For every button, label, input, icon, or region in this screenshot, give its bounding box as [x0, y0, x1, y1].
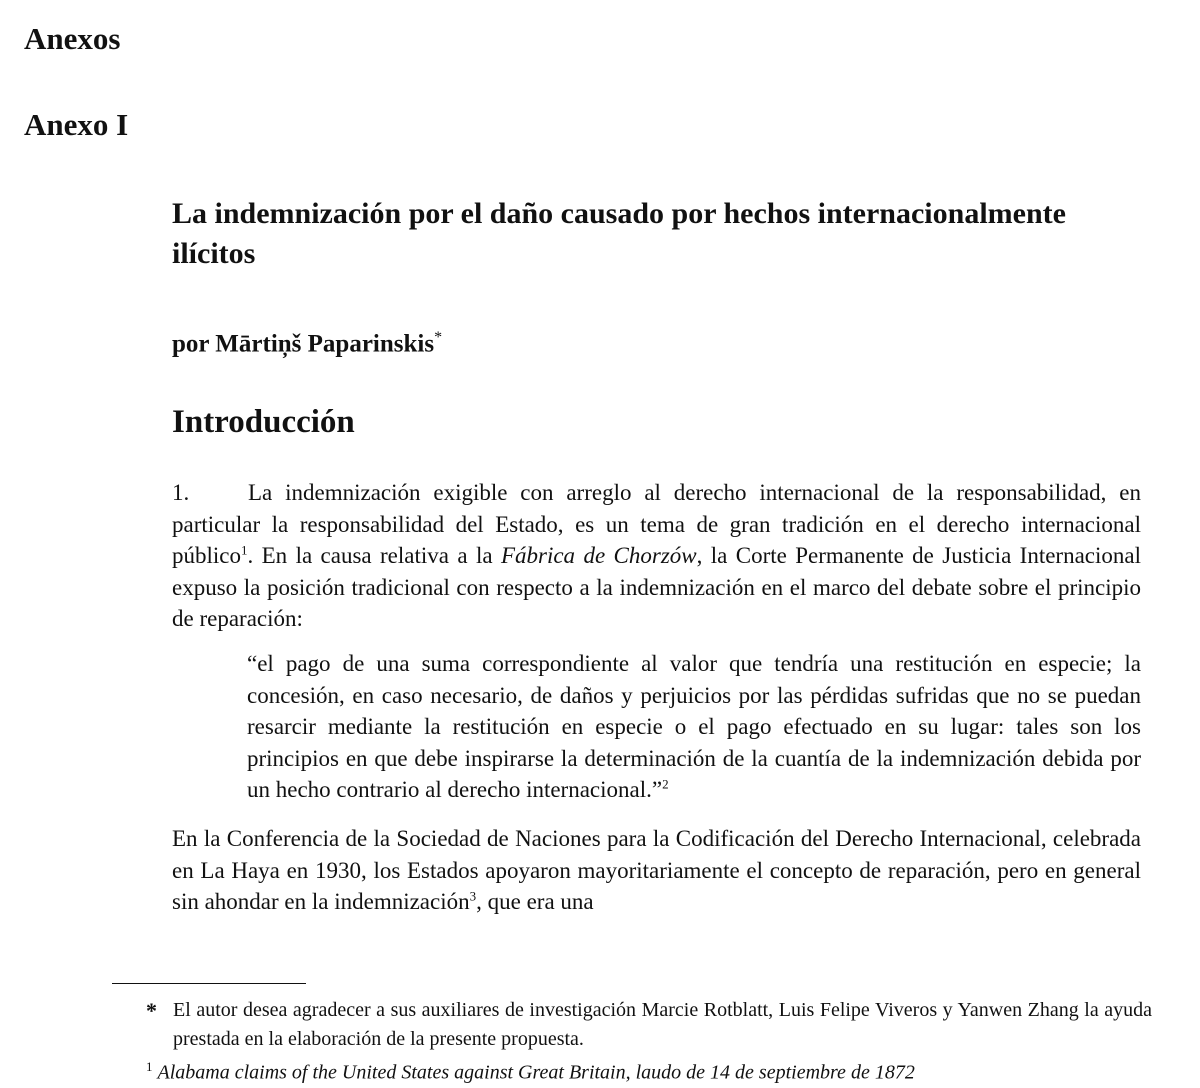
paragraph-1: [172, 477, 1141, 635]
paragraph-1-text-a: La indemnización exigible con arreglo al derecho internacional de la responsabilidad, en particular la responsabilidad del Estado, es un tema de gran tradición en el derecho internacional público: [172, 480, 1141, 568]
introduction-heading: Introducción: [172, 404, 355, 440]
paragraph-number: 1.: [172, 480, 190, 505]
footnote-separator: [112, 983, 306, 984]
footnote-star: [112, 996, 1152, 1054]
paragraph-2-text-b: , que era una: [476, 889, 594, 914]
footnote-ref-3[interactable]: 3: [469, 888, 477, 904]
footnote-1: [146, 1052, 1146, 1088]
block-quote-text: “el pago de una suma correspondiente al valor que tendría una restitución en especie; la concesión, en caso necesario, de daños y perjuicios por las pérdidas sufridas que no se puedan resarcir mediante la restitución en especie o el pago efectuado en su lugar: tales son los principios en que debe inspirarse la determinación de la cuantía de la indemnización debida por un hecho contrario al derecho internacional.”: [247, 651, 1141, 802]
footnote-1-text: Alabama claims of the United States against Great Britain, laudo de 14 de septiembre de 1872: [157, 1061, 915, 1084]
annex-i-heading: Anexo I: [24, 107, 129, 142]
footnote-1-mark: 1: [146, 1059, 153, 1074]
author-footnote-mark[interactable]: *: [434, 329, 443, 346]
footnote-star-text: El autor desea agradecer a sus auxiliares de investigación Marcie Rotblatt, Luis Felipe Viveros y Yanwen Zhang la ayuda prestada en la elaboración de la presente propuesta.: [173, 999, 1152, 1050]
author-name: por Mārtiņš Paparinskis: [172, 330, 435, 358]
block-quote: [247, 648, 1141, 806]
author-line: [172, 320, 442, 362]
case-name-italic: Fábrica de Chorzów: [500, 543, 697, 568]
paragraph-1-text-c: , la Corte Permanente de Justicia Internacional expuso la posición tradicional con respecto a la indemnización en el marco del debate sobre el principio de reparación:: [172, 543, 1141, 631]
paragraph-2: [172, 823, 1141, 918]
footnote-ref-1[interactable]: 1: [241, 542, 248, 558]
document-title: La indemnización por el daño causado por hechos internacionalmente ilícitos: [172, 197, 1066, 270]
paragraph-1-text-b: . En la causa relativa a la: [247, 543, 501, 568]
paragraph-2-text-a: En la Conferencia de la Sociedad de Naciones para la Codificación del Derecho Internacional, celebrada en La Haya en 1930, los Estados apoyaron mayoritariamente el concepto de reparación, pero en general sin ahondar en la indemnización: [172, 826, 1141, 914]
footnote-ref-2[interactable]: 2: [662, 776, 669, 792]
footnote-star-mark: *: [146, 998, 157, 1023]
annex-heading: Anexos: [24, 21, 121, 56]
